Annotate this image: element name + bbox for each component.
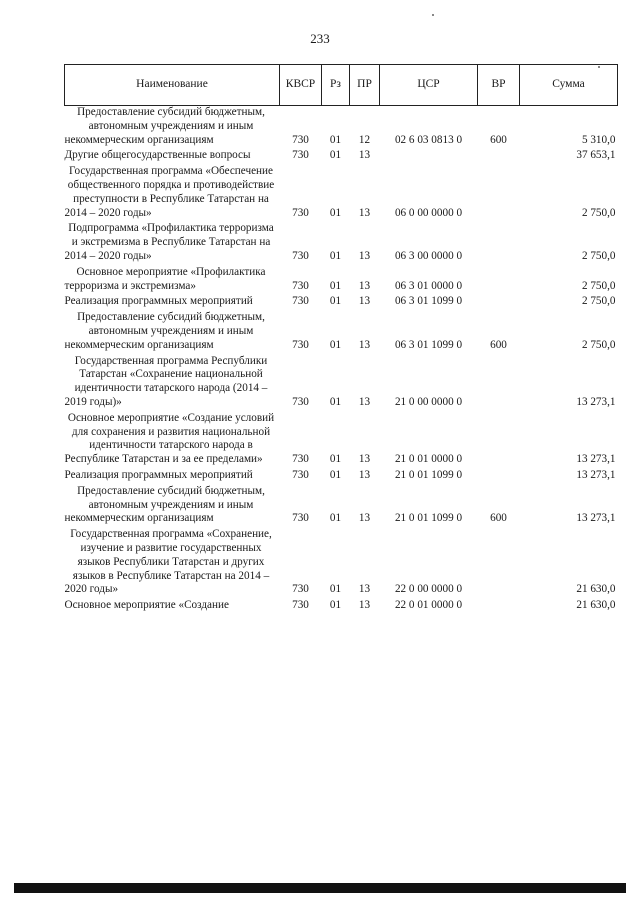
cell-pr: 13 — [358, 599, 371, 612]
cell-kvsr: 730 — [292, 279, 309, 292]
table-row — [65, 528, 618, 599]
header-name: Наименование — [65, 65, 280, 106]
cell-name: Подпрограмма «Профилактика терроризма и экстремизма в Республике Татарстан на 2014 – 2020 годы» — [64, 222, 274, 262]
cell-kvsr: 730 — [292, 149, 309, 162]
cell-name: Реализация программных мероприятий — [64, 468, 253, 481]
cell-rz: 01 — [329, 395, 342, 408]
cell-kvsr: 730 — [292, 468, 309, 481]
cell-vr — [478, 599, 520, 615]
cell-csr: 22 0 01 0000 0 — [394, 599, 463, 612]
cell-name: Основное мероприятие «Создание — [64, 599, 229, 612]
cell-kvsr: 730 — [292, 599, 309, 612]
cell-kvsr: 730 — [292, 338, 309, 351]
cell-name: Предоставление субсидий бюджетным, автономным учреждениям и иным некоммерческим организациям — [64, 311, 265, 351]
cell-csr: 06 3 01 0000 0 — [394, 279, 463, 292]
cell-kvsr: 730 — [292, 395, 309, 408]
header-pr: ПР — [350, 65, 380, 106]
cell-pr: 13 — [358, 395, 371, 408]
cell-vr — [478, 412, 520, 469]
table-row — [65, 485, 618, 528]
cell-csr: 06 3 00 0000 0 — [394, 249, 463, 262]
cell-vr — [478, 266, 520, 296]
cell-csr: 06 0 00 0000 0 — [394, 206, 463, 219]
table-row — [65, 106, 618, 150]
cell-pr: 13 — [358, 338, 371, 351]
cell-vr — [478, 528, 520, 599]
cell-csr: 22 0 00 0000 0 — [394, 583, 463, 596]
cell-pr: 13 — [358, 149, 371, 162]
cell-sum: 37 653,1 — [576, 149, 616, 162]
cell-name: Предоставление субсидий бюджетным, автономным учреждениям и иным некоммерческим организациям — [64, 484, 265, 525]
cell-csr: 06 3 01 1099 0 — [394, 338, 463, 351]
header-kvsr: КВСР — [280, 65, 322, 106]
table-row — [65, 295, 618, 311]
cell-name: Основное мероприятие «Создание условий для сохранения и развития национальной идентичности татарского народа в Республике Татарстан и за ее пределами» — [64, 411, 275, 466]
table-row — [65, 469, 618, 485]
cell-csr — [380, 149, 478, 165]
cell-rz: 01 — [329, 206, 342, 219]
table-row — [65, 165, 618, 222]
cell-vr — [478, 469, 520, 485]
cell-name: Основное мероприятие «Профилактика терроризма и экстремизма» — [64, 265, 266, 292]
cell-pr: 13 — [358, 512, 371, 525]
cell-csr: 06 3 01 1099 0 — [394, 295, 463, 308]
header-rz: Рз — [322, 65, 350, 106]
cell-pr: 12 — [358, 133, 371, 146]
cell-rz: 01 — [329, 468, 342, 481]
cell-rz: 01 — [329, 599, 342, 612]
cell-vr: 600 — [490, 512, 507, 525]
cell-kvsr: 730 — [292, 206, 309, 219]
cell-vr: 600 — [490, 338, 507, 351]
cell-rz: 01 — [329, 583, 342, 596]
cell-csr: 21 0 00 0000 0 — [394, 395, 463, 408]
cell-sum: 5 310,0 — [581, 133, 616, 146]
cell-vr — [478, 165, 520, 222]
cell-pr: 13 — [358, 249, 371, 262]
cell-sum: 13 273,1 — [576, 453, 616, 466]
page-number: 233 — [310, 31, 330, 46]
cell-rz: 01 — [329, 512, 342, 525]
cell-pr: 13 — [358, 453, 371, 466]
cell-name: Государственная программа «Обеспечение общественного порядка и противодействие преступности в Республике Татарстан на 2014 – 2020 годы» — [64, 165, 275, 219]
cell-vr — [478, 222, 520, 265]
cell-sum: 2 750,0 — [581, 338, 616, 351]
cell-kvsr: 730 — [292, 249, 309, 262]
cell-name: Реализация программных мероприятий — [64, 295, 253, 308]
cell-rz: 01 — [329, 295, 342, 308]
header-sum: Сумма — [520, 65, 618, 106]
cell-sum: 2 750,0 — [581, 249, 616, 262]
cell-sum: 21 630,0 — [576, 599, 616, 612]
cell-kvsr: 730 — [292, 133, 309, 146]
cell-rz: 01 — [329, 279, 342, 292]
cell-sum: 2 750,0 — [581, 295, 616, 308]
cell-name: Государственная программа Республики Татарстан «Сохранение национальной идентичности татарского народа (2014 – 2019 годы)» — [64, 354, 268, 408]
cell-csr: 21 0 01 1099 0 — [394, 512, 463, 525]
table-header-row — [65, 65, 618, 106]
cell-csr: 21 0 01 1099 0 — [394, 468, 463, 481]
cell-csr: 02 6 03 0813 0 — [394, 133, 463, 146]
cell-sum: 2 750,0 — [581, 279, 616, 292]
cell-sum: 13 273,1 — [576, 468, 616, 481]
cell-name: Другие общегосударственные вопросы — [64, 149, 251, 162]
scan-edge-bar — [14, 883, 626, 893]
cell-pr: 13 — [358, 295, 371, 308]
cell-vr — [478, 295, 520, 311]
table-row — [65, 222, 618, 265]
cell-kvsr: 730 — [292, 453, 309, 466]
cell-kvsr: 730 — [292, 295, 309, 308]
cell-vr — [478, 149, 520, 165]
header-csr: ЦСР — [380, 65, 478, 106]
header-vr: ВР — [478, 65, 520, 106]
table-row — [65, 412, 618, 469]
cell-name: Предоставление субсидий бюджетным, автономным учреждениям и иным некоммерческим организациям — [64, 106, 265, 146]
table-row — [65, 355, 618, 412]
table-body — [65, 106, 618, 615]
cell-pr: 13 — [358, 206, 371, 219]
scan-speck — [598, 66, 600, 68]
cell-sum: 13 273,1 — [576, 512, 616, 525]
cell-sum: 21 630,0 — [576, 583, 616, 596]
table-row — [65, 599, 618, 615]
cell-vr — [478, 355, 520, 412]
table-row — [65, 149, 618, 165]
cell-pr: 13 — [358, 279, 371, 292]
cell-csr: 21 0 01 0000 0 — [394, 453, 463, 466]
budget-table — [64, 64, 618, 615]
cell-pr: 13 — [358, 583, 371, 596]
cell-name: Государственная программа «Сохранение, изучение и развитие государственных языков Республики Татарстан и других языков в Республике Татарстан на 2014 – 2020 годы» — [64, 528, 272, 596]
table-row — [65, 266, 618, 296]
cell-vr: 600 — [490, 133, 507, 146]
cell-sum: 13 273,1 — [576, 395, 616, 408]
cell-kvsr: 730 — [292, 512, 309, 525]
cell-rz: 01 — [329, 249, 342, 262]
cell-rz: 01 — [329, 133, 342, 146]
cell-rz: 01 — [329, 338, 342, 351]
scan-speck — [432, 14, 434, 16]
table-row — [65, 311, 618, 354]
cell-rz: 01 — [329, 149, 342, 162]
cell-rz: 01 — [329, 453, 342, 466]
cell-kvsr: 730 — [292, 583, 309, 596]
cell-pr: 13 — [358, 468, 371, 481]
cell-sum: 2 750,0 — [581, 206, 616, 219]
